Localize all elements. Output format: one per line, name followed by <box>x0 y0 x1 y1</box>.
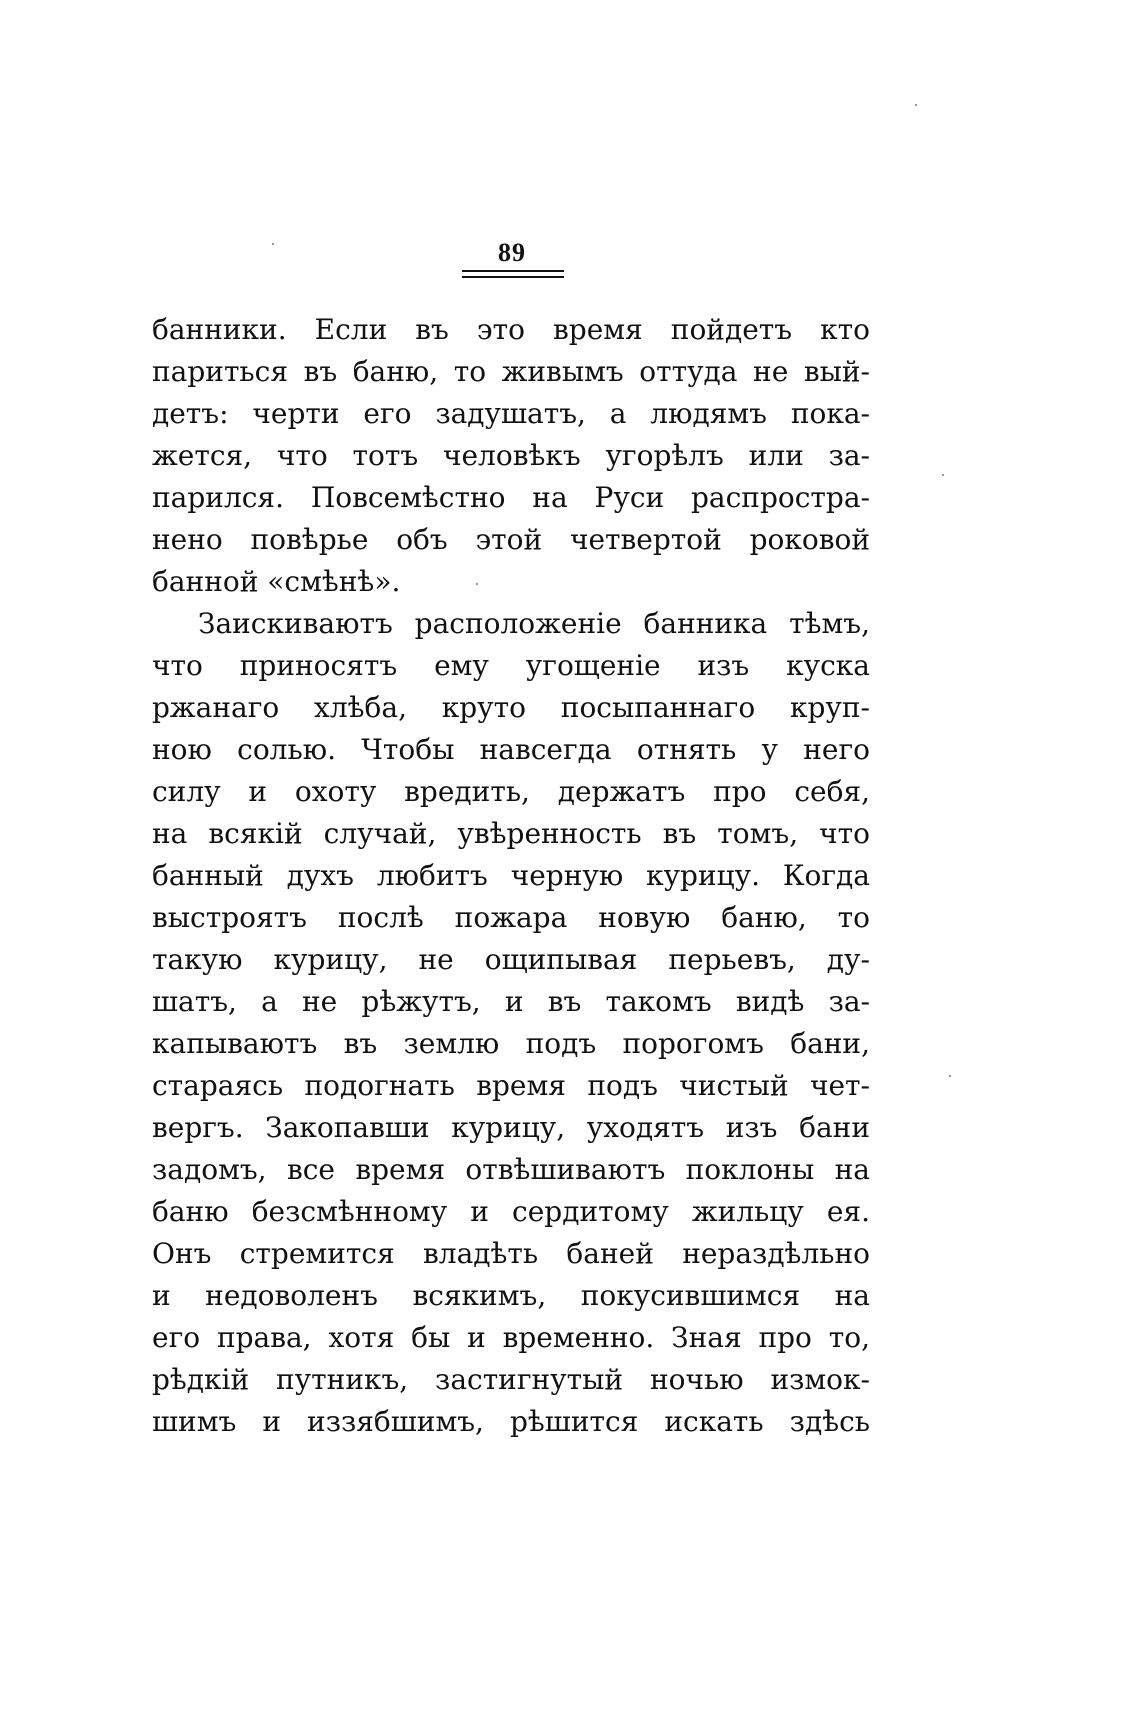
text-line: Заискиваютъ расположеніе банника тѣмъ, <box>198 607 870 640</box>
text-line: силу и охоту вредить, держатъ про себя, <box>152 775 870 808</box>
scan-speck <box>915 104 917 106</box>
text-line: шимъ и иззябшимъ, рѣшится искать здѣсь <box>152 1405 870 1438</box>
scan-speck <box>476 583 478 585</box>
text-line: его права, хотя бы и временно. Зная про то, <box>152 1321 870 1354</box>
text-line: рѣдкій путникъ, застигнутый ночью измок- <box>152 1363 870 1396</box>
page-number-rule-upper <box>462 270 564 272</box>
text-line: ржанаго хлѣба, круто посыпаннаго круп- <box>152 691 870 724</box>
text-line: задомъ, все время отвѣшиваютъ поклоны на <box>152 1153 870 1186</box>
scan-speck <box>272 243 274 245</box>
text-line: вергъ. Закопавши курицу, уходятъ изъ бани <box>152 1111 870 1144</box>
text-line: такую курицу, не ощипывая перьевъ, ду- <box>152 943 870 976</box>
body-text <box>152 309 870 1443</box>
text-line: ною солью. Чтобы навсегда отнять у него <box>152 733 870 766</box>
text-line: шатъ, а не рѣжутъ, и въ такомъ видѣ за- <box>152 985 870 1018</box>
text-line: и недоволенъ всякимъ, покусившимся на <box>152 1279 870 1312</box>
scan-speck <box>942 474 944 476</box>
text-line: что приносятъ ему угощеніе изъ куска <box>152 649 870 682</box>
text-line: париться въ баню, то живымъ оттуда не вый- <box>152 355 870 388</box>
text-line: жется, что тотъ человѣкъ угорѣлъ или за- <box>152 439 870 472</box>
text-line: нено повѣрье объ этой четвертой роковой <box>152 523 870 556</box>
text-line: банной «смѣнѣ». <box>152 565 401 598</box>
text-line: банники. Если въ это время пойдетъ кто <box>152 313 870 346</box>
text-line: Онъ стремится владѣть баней нераздѣльно <box>152 1237 870 1270</box>
text-line: парился. Повсемѣстно на Руси распростра- <box>152 481 870 514</box>
text-line: на всякій случай, увѣренность въ томъ, что <box>152 817 870 850</box>
text-line: выстроятъ послѣ пожара новую баню, то <box>152 901 870 934</box>
paragraph-1 <box>152 309 870 603</box>
page-number-rule-lower <box>462 276 564 278</box>
text-line: банный духъ любитъ черную курицу. Когда <box>152 859 870 892</box>
page-number: 89 <box>498 238 526 267</box>
text-line: детъ: черти его задушатъ, а людямъ пока- <box>152 397 870 430</box>
text-line: стараясь подогнать время подъ чистый чет- <box>152 1069 870 1102</box>
text-line: баню безсмѣнному и сердитому жильцу ея. <box>152 1195 870 1228</box>
scan-speck <box>949 1075 951 1077</box>
paragraph-2 <box>152 603 870 1443</box>
text-line: капываютъ въ землю подъ порогомъ бани, <box>152 1027 870 1060</box>
